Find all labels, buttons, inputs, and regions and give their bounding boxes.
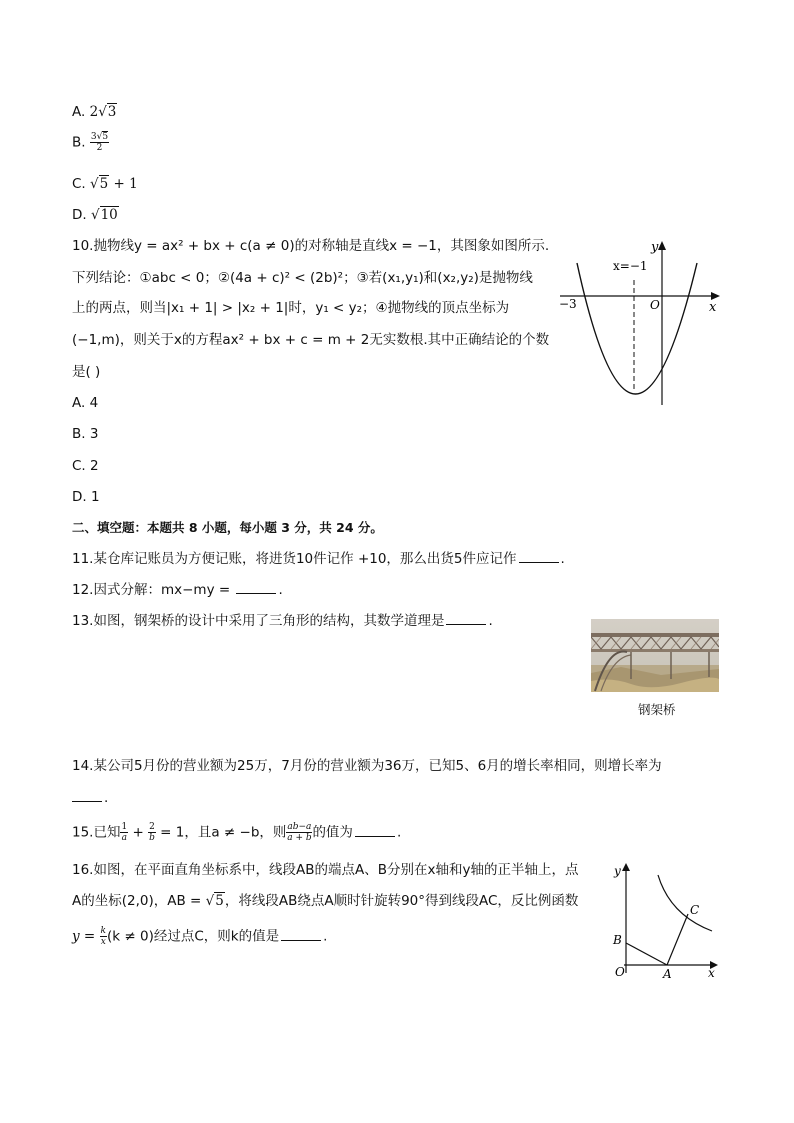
num-radicand: 5 <box>102 132 109 142</box>
x-axis-label: x <box>708 966 715 980</box>
fraction-numerator: ab−a <box>287 822 312 832</box>
point-C-label: C <box>690 903 700 917</box>
q10-line-1: 10.抛物线y = ax² + bx + c(a ≠ 0)的对称轴是直线x = −1，其图象如图所示. <box>72 238 550 254</box>
q12-text: 12.因式分解：mx−my = <box>72 582 235 598</box>
radicand: 5 <box>215 893 224 909</box>
segment-AC <box>667 914 688 965</box>
fraction-k-over-x <box>100 926 107 947</box>
neg3-label: −3 <box>559 297 577 311</box>
fraction <box>90 132 109 153</box>
y-axis-arrow <box>622 863 630 871</box>
q10-option-b: B. 3 <box>72 426 99 442</box>
q11-tail: . <box>560 551 565 567</box>
steel-bridge-photo <box>591 619 719 692</box>
section-2-heading: 二、填空题：本题共 8 小题，每小题 3 分，共 24 分。 <box>72 520 383 535</box>
q12 <box>72 580 283 600</box>
q14-line-2 <box>72 788 108 808</box>
q14-line-1: 14.某公司5月份的营业额为25万，7月份的营业额为36万，已知5、6月的增长率相同，则增长率为 <box>72 758 662 774</box>
answer-blank <box>519 549 559 563</box>
q15 <box>72 822 401 843</box>
q11-text: 11.某仓库记账员为方便记账，将进货10件记作 +10，那么出货5件应记作 <box>72 551 517 567</box>
fraction-denominator: x <box>100 937 106 947</box>
q15-tail: . <box>396 824 402 841</box>
sqrt: √3 <box>98 104 117 120</box>
symmetry-label: x=−1 <box>613 259 648 273</box>
x-axis-label: x <box>709 300 717 315</box>
option-coef: 2 <box>89 104 99 120</box>
q16-line2-pre: A的坐标(2,0)，AB = <box>72 893 206 909</box>
fraction-denominator: b <box>149 833 155 843</box>
option-label: A. <box>72 104 90 120</box>
origin-label: O <box>615 965 625 979</box>
q16-line-1: 16.如图，在平面直角坐标系中，线段AB的端点A、B分别在x轴和y轴的正半轴上，点 <box>72 862 579 878</box>
segment-AB <box>626 943 667 965</box>
fraction-numerator: k <box>100 926 106 936</box>
q10-line-4: (−1,m)，则关于x的方程ax² + bx + c = m + 2无实数根.其中正确结论的个数 <box>72 332 550 348</box>
q12-tail: . <box>278 582 283 598</box>
q16-line3-post: (k ≠ 0)经过点C，则k的值是 <box>107 928 280 945</box>
radicand: 5 <box>99 176 109 192</box>
q16-line3-pre: y = <box>72 928 100 945</box>
fraction-denominator: 2 <box>96 143 103 153</box>
sqrt: √10 <box>90 207 118 223</box>
fraction-expression <box>286 822 312 843</box>
q11 <box>72 549 565 569</box>
num-coef: 3 <box>90 132 97 142</box>
q15-mid: = 1，且a ≠ −b，则 <box>155 824 287 841</box>
plus-sign: + <box>128 824 149 841</box>
fraction-numerator: 1 <box>121 822 128 832</box>
q10-line-2: 下列结论：①abc < 0；②(4a + c)² < (2b)²；③若(x₁,y₁)和(x₂,y₂)是抛物线 <box>72 270 533 286</box>
answer-blank <box>355 823 395 837</box>
fraction-numerator: 2 <box>149 822 155 832</box>
q15-prefix: 15.已知 <box>72 824 121 841</box>
option-label: D. <box>72 207 91 223</box>
q10-option-c: C. 2 <box>72 458 99 474</box>
q9-option-a <box>72 102 117 122</box>
sqrt: √5 <box>90 176 109 192</box>
q10-line-3: 上的两点，则当|x₁ + 1| > |x₂ + 1|时，y₁ < y₂；④抛物线的顶点坐标为 <box>72 300 510 316</box>
y-axis-label: y <box>614 864 621 878</box>
q13 <box>72 611 493 631</box>
option-tail: + 1 <box>109 176 138 192</box>
q15-suffix: 的值为 <box>312 824 353 841</box>
q14-tail: . <box>104 790 109 806</box>
answer-blank <box>446 611 486 625</box>
option-label: B. <box>72 134 90 151</box>
q10-parabola-figure <box>555 235 725 410</box>
answer-blank <box>72 788 102 802</box>
q10-option-d: D. 1 <box>72 489 100 505</box>
radicand: 3 <box>107 104 117 120</box>
point-A-label: A <box>663 967 672 981</box>
y-axis-arrow <box>658 241 666 250</box>
q9-option-d <box>72 205 119 225</box>
origin-label: O <box>650 298 660 312</box>
q16-line-3 <box>72 926 327 947</box>
q13-tail: . <box>488 613 493 629</box>
q10-line-5: 是( ) <box>72 364 101 380</box>
fraction-numerator: 3√5 <box>90 132 109 142</box>
q9-option-c <box>72 174 138 194</box>
sqrt: √5 <box>205 893 224 909</box>
answer-blank <box>281 927 321 941</box>
x-axis-arrow <box>711 292 720 300</box>
radicand: 10 <box>100 207 118 223</box>
q16-line-2 <box>72 891 578 911</box>
fraction-denominator: a + b <box>287 833 312 843</box>
option-label: C. <box>72 176 91 192</box>
q16-tail: . <box>323 928 328 945</box>
bridge-caption: 钢架桥 <box>638 702 676 717</box>
q16-line2-post: ，将线段AB绕点A顺时针旋转90°得到线段AC，反比例函数 <box>224 893 579 909</box>
q10-option-a: A. 4 <box>72 395 99 411</box>
point-B-label: B <box>613 933 622 947</box>
answer-blank <box>236 580 276 594</box>
fraction-denominator: a <box>121 833 128 843</box>
parabola-curve <box>577 263 697 394</box>
q9-option-b <box>72 132 109 153</box>
q16-coordinate-figure <box>610 857 725 982</box>
fraction-2-over-b <box>148 822 156 843</box>
q13-text: 13.如图，钢架桥的设计中采用了三角形的结构，其数学道理是 <box>72 613 445 629</box>
y-axis-label: y <box>651 240 659 255</box>
